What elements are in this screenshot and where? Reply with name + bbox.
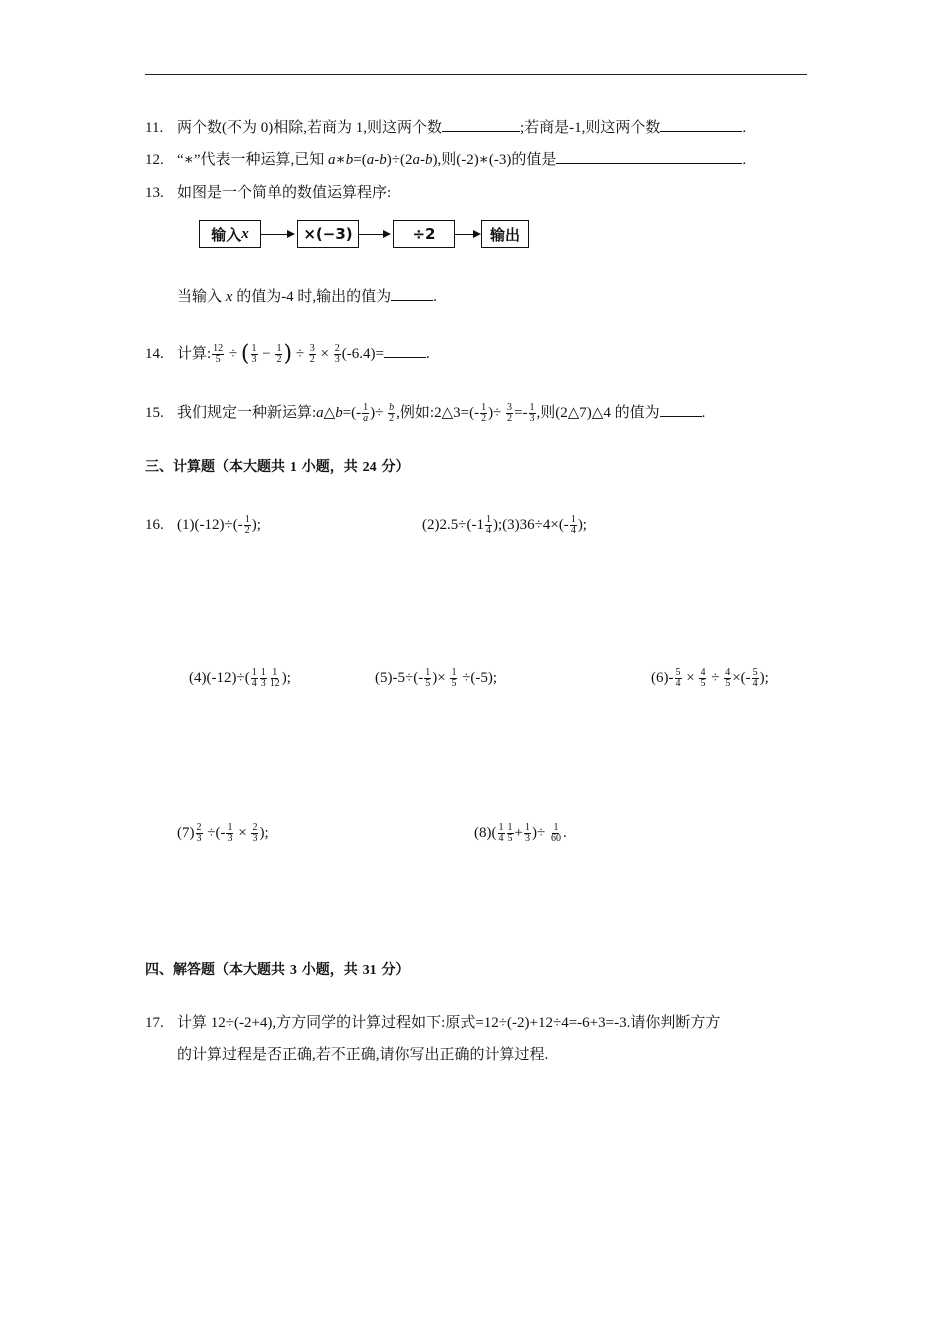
question-16-part-7: (7) $\frac{2}{3}$ ÷(- $\frac{1}{3}$ × $\frac{2}{3}$ ); — [177, 822, 269, 845]
question-16-part-8: (8)( $\frac{1}{4}$ $\frac{1}{5}$ + $\frac{1}{3}$ )÷ $\frac{1}{60}$ . — [474, 822, 567, 845]
flow-arrow — [455, 234, 479, 235]
fraction: $\frac{b}{2}$ — [389, 402, 395, 425]
section-4-heading: 四、解答题（本大题共 3 小题，共 31 分） — [145, 962, 410, 978]
fraction: $\frac{1}{3}$ — [524, 822, 530, 845]
question-11: 11. 两个数(不为 0)相除,若商为 1,则这两个数 ;若商是-1,则这两个数 . — [145, 117, 746, 138]
fraction: $\frac{1}{a}$ — [363, 402, 369, 425]
answer-blank[interactable] — [660, 117, 742, 132]
fraction: $\frac{12}{5}$ — [213, 343, 224, 366]
question-16-part-1: 16. (1)(-12)÷(- $\frac{1}{2}$ ); — [145, 514, 261, 537]
question-12: 12. “∗”代表一种运算,已知 a∗b=(a-b)÷(2a-b),则(-2)∗(-3)的值是 . — [145, 149, 746, 170]
answer-blank[interactable] — [442, 117, 520, 132]
fraction: $\frac{1}{2}$ — [276, 343, 282, 366]
fraction: $\frac{1}{5}$ — [451, 667, 457, 690]
fraction: $\frac{1}{2}$ — [481, 402, 487, 425]
fraction: $\frac{3}{2}$ — [309, 343, 315, 366]
answer-blank[interactable] — [660, 402, 702, 417]
fraction: $\frac{2}{3}$ — [252, 822, 258, 845]
question-16-parts-2-3: (2)2.5÷(-1 $\frac{1}{4}$ );(3)36÷4×(- $\frac{1}{4}$ ); — [422, 514, 587, 537]
flow-input-box: 输入 x — [199, 220, 261, 248]
flow-arrow — [261, 234, 293, 235]
fraction: $\frac{1}{4}$ — [485, 514, 491, 537]
question-13: 13. 如图是一个简单的数值运算程序: — [145, 185, 392, 201]
answer-blank[interactable] — [384, 343, 426, 358]
question-13-prompt: 当输入 x 的值为-4 时,输出的值为 . — [177, 286, 437, 307]
flow-multiply-box: ×(−3) — [297, 220, 359, 248]
question-15: 15. 我们规定一种新运算:a△b=(- $\frac{1}{a}$ )÷ $\frac{b}{2}$ ,例如:2△3=(- $\frac{1}{2}$ )÷ $\frac{3}{2}$ =- $\frac{1}{3}$ ,则(2△7)△4 的值为 . — [145, 402, 706, 425]
question-17-continued: 的计算过程是否正确,若不正确,请你写出正确的计算过程. — [177, 1047, 549, 1063]
question-17: 17. 计算 12÷(-2+4),方方同学的计算过程如下:原式=12÷(-2)+12÷4=-6+3=-3.请你判断方方 — [145, 1015, 721, 1031]
fraction: $\frac{4}{5}$ — [725, 667, 731, 690]
question-16-part-5: (5)-5÷(- $\frac{1}{5}$ )× $\frac{1}{5}$ ÷(-5); — [375, 667, 498, 690]
fraction: $\frac{1}{3}$ — [227, 822, 233, 845]
fraction: $\frac{2}{3}$ — [334, 343, 340, 366]
fraction: $\frac{1}{4}$ — [498, 822, 504, 845]
fraction: $\frac{1}{3}$ — [260, 667, 266, 690]
answer-blank[interactable] — [391, 286, 433, 301]
question-16-part-6: (6)- $\frac{5}{4}$ × $\frac{4}{5}$ ÷ $\frac{4}{5}$ ×(- $\frac{5}{4}$ ); — [651, 667, 769, 690]
fraction: $\frac{1}{4}$ — [570, 514, 576, 537]
fraction: $\frac{1}{5}$ — [425, 667, 431, 690]
header-rule — [145, 74, 807, 75]
fraction: $\frac{5}{4}$ — [752, 667, 758, 690]
fraction: $\frac{3}{2}$ — [507, 402, 513, 425]
fraction: $\frac{2}{3}$ — [196, 822, 202, 845]
fraction: $\frac{1}{12}$ — [269, 667, 280, 690]
fraction: $\frac{1}{3}$ — [529, 402, 535, 425]
fraction: $\frac{1}{5}$ — [507, 822, 513, 845]
question-16-part-4: (4)(-12)÷( $\frac{1}{4}$ $\frac{1}{3}$ $\frac{1}{12}$ ); — [189, 667, 291, 690]
fraction: $\frac{1}{3}$ — [251, 343, 257, 366]
fraction: $\frac{5}{4}$ — [675, 667, 681, 690]
flow-output-box: 输出 — [481, 220, 529, 248]
fraction: $\frac{4}{5}$ — [700, 667, 706, 690]
section-3-heading: 三、计算题（本大题共 1 小题，共 24 分） — [145, 459, 410, 475]
flow-divide-box: ÷2 — [393, 220, 455, 248]
fraction: $\frac{1}{4}$ — [251, 667, 257, 690]
question-14: 14. 计算: $\frac{12}{5}$ ÷ ( $\frac{1}{3}$ − $\frac{1}{2}$ ) ÷ $\frac{3}{2}$ × $\frac{2}{3}$ (-6.4)= . — [145, 341, 430, 367]
fraction: $\frac{1}{2}$ — [244, 514, 250, 537]
flow-arrow — [359, 234, 389, 235]
fraction: $\frac{1}{60}$ — [550, 822, 561, 845]
answer-blank[interactable] — [556, 149, 742, 164]
